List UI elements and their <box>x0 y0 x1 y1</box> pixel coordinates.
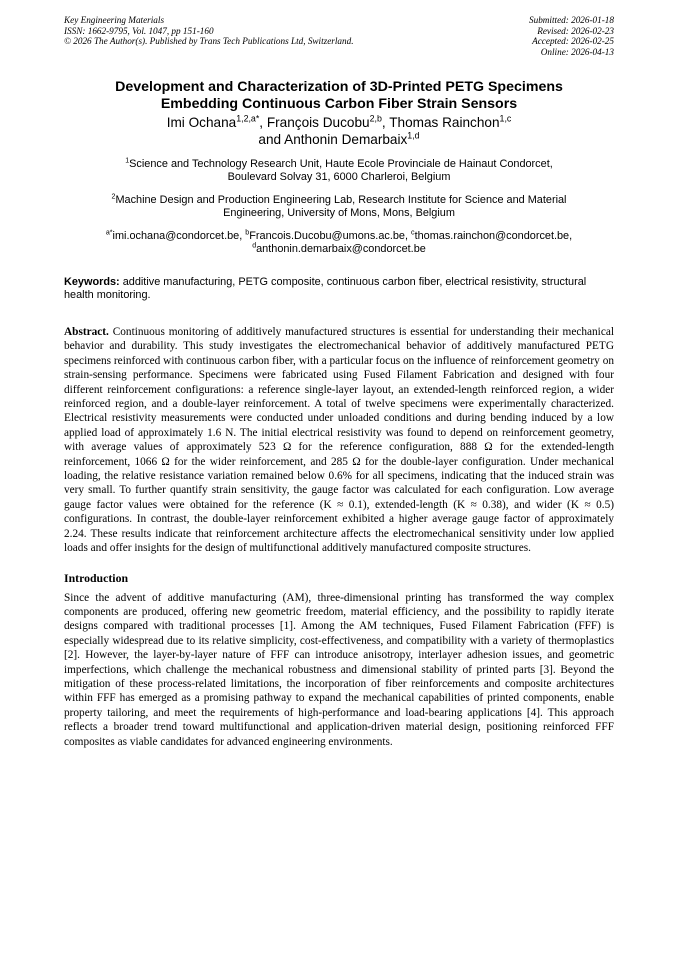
keywords-label: Keywords: <box>64 276 120 288</box>
email-link[interactable]: Francois.Ducobu@umons.ac.be <box>249 230 405 242</box>
author-name: Anthonin Demarbaix <box>284 131 408 147</box>
paper-title-line-2: Embedding Continuous Carbon Fiber Strain Sensors <box>160 96 518 112</box>
introduction-paragraph: Since the advent of additive manufacturing (AM), three-dimensional printing has transformed the way complex components are produced, offering new geometric freedom, material efficiency, and the possibility to rapidly iterate designs compared with traditional processes [1]. Among the AM techniques, Fused Filament Fabrication (FFF) is especially widespread due to its relative simplicity, cost-effectiveness, and compatibility with a variety of thermoplastics [2]. However, the layer-by-layer nature of FFF can introduce anisotropy, interlayer adhesion issues, and geometric imperfections, which challenge the mechanical robustness and dimensional stability of printed parts [3]. Beyond the mitigation of these process-related limitations, the incorporation of fiber reinforcements and composite architectures within FFF has emerged as a promising pathway to expand the mechanical capabilities of printed components, enable property tailoring, and meet the requirements of high-performance and load-bearing applications [4]. This approach reflects a broader trend toward multifunctional and application-driven material design, positioning reinforced FFF composites as viable candidates for advanced engineering environments. <box>64 591 614 748</box>
email-marker: b <box>245 228 250 237</box>
introduction-heading: Introduction <box>64 570 129 585</box>
author-line-2 <box>64 129 614 149</box>
publication-dates <box>529 15 614 57</box>
affiliation-text: Boulevard Solvay 31, 6000 Charleroi, Belgium <box>227 171 451 183</box>
author-name: François Ducobu <box>266 115 370 130</box>
email-marker: c <box>411 228 415 237</box>
date-revised: Revised: 2026-02-23 <box>537 25 614 36</box>
date-submitted: Submitted: 2026-01-18 <box>529 15 614 25</box>
author-emails: $^{a*}$imi.ochana@condorcet.be, $^b$Francois.Ducobu@umons.ac.be, $^c$thomas.rainchon@condorcet.be, $^d$anthonin.demarbaix@condorcet.be <box>105 228 573 255</box>
journal-copyright: © 2026 The Author(s). Published by Trans Tech Publications Ltd, Switzerland. <box>64 36 354 46</box>
journal-name: Key Engineering Materials <box>64 15 165 25</box>
date-accepted: Accepted: 2026-02-25 <box>532 36 614 46</box>
affiliation-text: Science and Technology Research Unit, Haute Ecole Provinciale de Hainaut Condorcet, <box>129 158 553 170</box>
email-link[interactable]: thomas.rainchon@condorcet.be <box>414 230 570 242</box>
email-link[interactable]: anthonin.demarbaix@condorcet.be <box>256 243 426 255</box>
author-separator: and <box>258 131 285 147</box>
abstract-label: Abstract. <box>64 326 109 338</box>
author-separator: , <box>259 115 267 130</box>
abstract-text: Continuous monitoring of additively manufactured structures is essential for understanding their mechanical behavior and durability. This study investigates the electromechanical behavior of additively manufactured PETG specimens reinforced with continuous carbon fiber, with a particular focus on the influence of reinforcement geometry on strain-sensing performance. Specimens were fabricated using Fused Filament Fabrication and designed with four different reinforcement configurations: a reference single-layer layout, an extended-length reinforced region, a wider reinforced region, and a double-layer reinforcement. A total of twelve specimens were experimentally characterized. Electrical resistivity measurements were conducted under unloaded conditions and during bending induced by a low applied load of approximately 1.6 N. The initial electrical resistivity was found to depend on reinforcement geometry, with average values of approximately 523 Ω for the reference configuration, 888 Ω for the extended-length reinforcement, 1066 Ω for the wider reinforcement, and 285 Ω for the double-layer configuration. Under mechanical loading, the relative resistance variation remained below 0.6% for all specimens, indicating that the induced strain was very small. To further quantify strain sensitivity, the gauge factor was calculated for each configuration. Low average gauge factor values were obtained for the reference (K ≈ 0.1), extended-length (K ≈ 0.38), and wider (K ≈ 0.5) configurations. In contrast, the double-layer reinforcement exhibited a higher average gauge factor of approximately 2.24. These results indicate that reinforcement architecture affects the electromechanical sensitivity under low applied loads and offer insights for the design of multifunctional additively manufactured composite structures. <box>64 326 614 555</box>
affiliation-marker: 2 <box>111 192 116 201</box>
author-affiliation-marker: 1,d <box>407 129 420 140</box>
author-line-1 <box>64 115 614 132</box>
journal-issn: ISSN: 1662-9795, Vol. 1047, pp 151-160 <box>64 25 214 36</box>
affiliation-1 <box>64 158 614 184</box>
affiliation-marker: 1 <box>125 156 130 165</box>
email-link[interactable]: imi.ochana@condorcet.be <box>112 230 240 242</box>
author-affiliation-marker: 1,2,a* <box>236 113 260 124</box>
email-marker: a* <box>105 228 113 237</box>
journal-info <box>64 15 354 57</box>
paper-title-line-1: Development and Characterization of 3D-Printed PETG Specimens <box>115 79 563 95</box>
abstract <box>64 325 614 556</box>
keywords <box>64 276 614 302</box>
author-name: Thomas Rainchon <box>389 115 500 130</box>
paper-title <box>64 79 614 113</box>
keywords-text: additive manufacturing, PETG composite, continuous carbon fiber, electrical resistivity, structural health monitoring. <box>64 276 587 301</box>
author-affiliation-marker: 2,b <box>369 113 382 124</box>
affiliation-text: Machine Design and Production Engineering Lab, Research Institute for Science and Material <box>115 194 567 206</box>
email-marker: d <box>252 241 257 250</box>
author-name: Imi Ochana <box>166 115 237 130</box>
affiliation-2 <box>64 194 614 220</box>
affiliation-text: Engineering, University of Mons, Mons, Belgium <box>223 207 455 219</box>
author-affiliation-marker: 1,c <box>499 113 512 124</box>
date-online: Online: 2026-04-13 <box>540 46 614 57</box>
author-separator: , <box>381 115 390 130</box>
author-list <box>64 115 614 148</box>
journal-header <box>64 15 614 57</box>
